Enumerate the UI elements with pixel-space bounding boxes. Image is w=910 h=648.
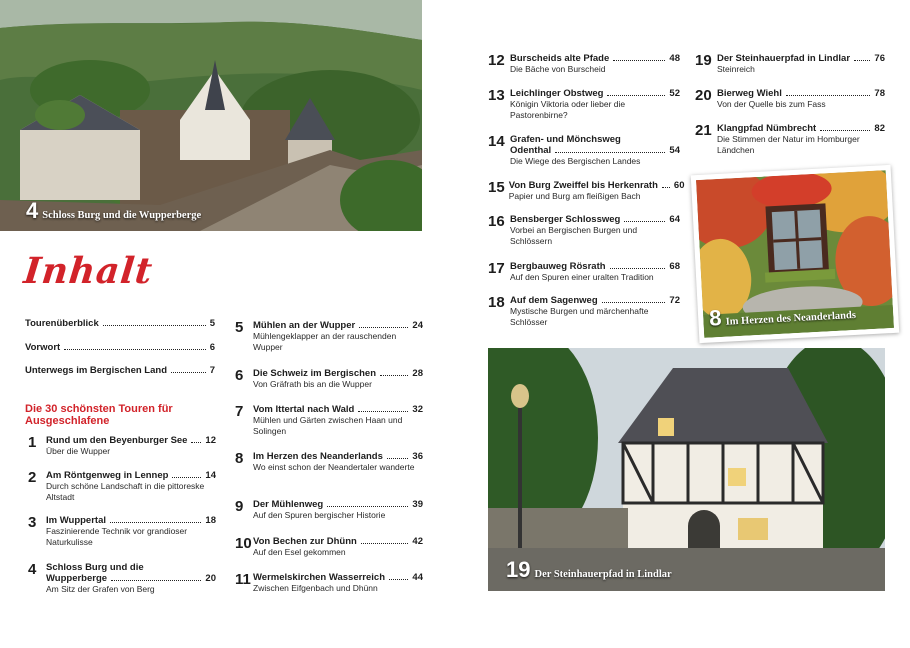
toc-entry[interactable]	[488, 214, 680, 247]
tour-page: 18	[205, 515, 216, 526]
entry-title: Vorwort	[25, 342, 61, 353]
tour-number: 10	[235, 535, 252, 552]
tour-subtitle: Wo einst schon der Neandertaler wanderte	[253, 462, 415, 472]
tour-number: 12	[488, 52, 505, 69]
entry-title: Tourenüberblick	[25, 318, 99, 329]
tour-number: 8	[235, 450, 244, 467]
toc-entry[interactable]	[235, 451, 423, 473]
tour-page: 54	[669, 145, 680, 156]
tour-subtitle: Durch schöne Landschaft in die pittoreske Altstadt	[46, 481, 205, 502]
toc-entry[interactable]	[28, 435, 216, 457]
section-heading: Die 30 schönsten Touren für Ausgeschlafene	[25, 403, 173, 427]
toc-entry[interactable]	[488, 88, 680, 121]
tour-subtitle: Mühlengeklapper an der rauschenden Wupper	[253, 331, 397, 352]
toc-entry[interactable]	[695, 53, 885, 75]
entry-page: 7	[209, 365, 215, 376]
photo-steinhauerpfad	[488, 348, 885, 591]
tour-subtitle: Von Gräfrath bis an die Wupper	[253, 379, 372, 389]
tour-subtitle: Die Stimmen der Natur im Homburger Ländchen	[717, 134, 860, 155]
tour-page: 42	[412, 536, 423, 547]
toc-entry[interactable]	[28, 470, 216, 503]
toc-entry[interactable]	[488, 261, 680, 283]
tour-subtitle: Auf den Spuren einer uralten Tradition	[510, 272, 654, 282]
tour-page: 82	[874, 123, 885, 134]
toc-intro-entry[interactable]	[25, 365, 215, 376]
tour-number: 18	[488, 294, 505, 311]
tour-title-cont: Odenthal	[510, 145, 552, 156]
caption-number: 19	[506, 557, 531, 582]
tour-subtitle: Vorbei an Bergischen Burgen und Schlössern	[510, 225, 638, 246]
tour-number: 11	[235, 571, 251, 588]
toc-entry[interactable]	[235, 499, 423, 521]
tour-title: Leichlinger Obstweg	[510, 88, 604, 99]
toc-entry[interactable]	[695, 123, 885, 156]
toc-entry[interactable]	[488, 53, 680, 75]
tour-page: 48	[669, 53, 680, 64]
toc-intro-entry[interactable]	[25, 342, 215, 353]
tour-subtitle: Am Sitz der Grafen von Berg	[46, 584, 155, 594]
tour-number: 16	[488, 213, 505, 230]
tour-number: 13	[488, 87, 505, 104]
tour-number: 1	[28, 434, 37, 451]
tour-title: Schloss Burg und die	[46, 562, 144, 573]
tour-title: Mühlen an der Wupper	[253, 320, 356, 331]
tour-title: Bergbauweg Rösrath	[510, 261, 606, 272]
tour-page: 78	[874, 88, 885, 99]
tour-page: 36	[412, 451, 423, 462]
photo-caption	[26, 198, 201, 224]
tour-subtitle: Über die Wupper	[46, 446, 111, 456]
tour-title: Von Bechen zur Dhünn	[253, 536, 357, 547]
tour-number: 19	[695, 52, 712, 69]
tour-title: Bierweg Wiehl	[717, 88, 782, 99]
tour-number: 17	[488, 260, 505, 277]
toc-entry[interactable]	[28, 515, 216, 548]
toc-entry[interactable]	[235, 404, 423, 437]
tour-subtitle: Mystische Burgen und märchenhafte Schlösser	[510, 306, 649, 327]
tour-title: Auf dem Sagenweg	[510, 295, 598, 306]
tour-number: 20	[695, 87, 712, 104]
half-timbered-house-image	[488, 348, 885, 591]
tour-number: 6	[235, 367, 244, 384]
tour-number: 14	[488, 133, 505, 150]
toc-entry[interactable]	[488, 179, 685, 202]
tour-title: Burscheids alte Pfade	[510, 53, 610, 64]
tour-subtitle: Auf den Spuren bergischer Historie	[253, 510, 386, 520]
entry-title: Unterwegs im Bergischen Land	[25, 365, 168, 376]
tour-title: Im Herzen des Neanderlands	[253, 451, 383, 462]
tour-page: 52	[669, 88, 680, 99]
toc-entry[interactable]	[235, 536, 423, 558]
caption-number: 8	[708, 304, 723, 331]
tour-number: 15	[488, 179, 505, 196]
tour-subtitle: Die Bäche von Burscheid	[510, 64, 606, 74]
tour-subtitle: Von der Quelle bis zum Fass	[717, 99, 826, 109]
tour-page: 60	[673, 180, 685, 191]
tour-title: Grafen- und Mönchsweg	[510, 134, 621, 145]
tour-title: Bensberger Schlossweg	[510, 214, 621, 225]
tour-title-cont: Wupperberge	[46, 573, 108, 584]
tour-page: 39	[412, 499, 423, 510]
tour-page: 68	[669, 261, 680, 272]
tour-page: 44	[412, 572, 423, 583]
tour-number: 7	[235, 403, 244, 420]
tour-number: 5	[235, 319, 244, 336]
tour-page: 20	[205, 573, 216, 584]
entry-page: 6	[209, 342, 215, 353]
tour-page: 32	[412, 404, 423, 415]
toc-entry[interactable]	[235, 368, 423, 390]
toc-entry[interactable]	[695, 88, 885, 110]
caption-text: Schloss Burg und die Wupperberge	[42, 210, 202, 221]
caption-number: 4	[26, 198, 39, 223]
tour-title: Die Schweiz im Bergischen	[253, 368, 377, 379]
tour-page: 72	[669, 295, 680, 306]
toc-entry[interactable]	[235, 320, 423, 353]
photo-schloss-burg	[0, 0, 422, 231]
page-title: Inhalt	[21, 250, 156, 292]
tour-title: Am Röntgenweg in Lennep	[46, 470, 169, 481]
caption-text: Im Herzen des Neanderlands	[725, 309, 857, 328]
photo-neanderland	[691, 165, 900, 343]
tour-subtitle: Königin Viktoria oder lieber die Pastorenbirne?	[510, 99, 626, 120]
tour-number: 4	[28, 561, 37, 578]
tour-title: Klangpfad Nümbrecht	[717, 123, 817, 134]
tour-title: Der Mühlenweg	[253, 499, 324, 510]
toc-entry[interactable]	[235, 572, 423, 594]
tour-title: Der Steinhauerpfad in Lindlar	[717, 53, 851, 64]
tour-subtitle: Papier und Burg am fleißigen Bach	[508, 191, 641, 201]
tour-subtitle: Faszinierende Technik vor grandioser Naturkulisse	[46, 526, 188, 547]
tour-number: 3	[28, 514, 37, 531]
tour-subtitle: Mühlen und Gärten zwischen Haan und Solingen	[253, 415, 403, 436]
tour-title: Rund um den Beyenburger See	[46, 435, 188, 446]
castle-landscape-image	[0, 0, 422, 231]
tour-subtitle: Auf den Esel gekommen	[253, 547, 346, 557]
toc-entry[interactable]	[488, 295, 680, 328]
tour-subtitle: Zwischen Eifgenbach und Dhünn	[253, 583, 378, 593]
tour-page: 64	[669, 214, 680, 225]
tour-title: Von Burg Zweiffel bis Herkenrath	[508, 180, 658, 191]
tour-page: 76	[874, 53, 885, 64]
toc-entry[interactable]	[28, 562, 216, 595]
tour-subtitle: Die Wiege des Bergischen Landes	[510, 156, 641, 166]
tour-page: 14	[205, 470, 216, 481]
entry-page: 5	[209, 318, 215, 329]
tour-number: 21	[695, 122, 712, 139]
tour-title: Im Wuppertal	[46, 515, 106, 526]
photo-caption	[506, 557, 672, 583]
toc-intro-entry[interactable]	[25, 318, 215, 329]
tour-page: 24	[412, 320, 423, 331]
tour-page: 28	[412, 368, 423, 379]
tour-page: 12	[205, 435, 216, 446]
tour-title: Wermelskirchen Wasserreich	[253, 572, 386, 583]
toc-entry[interactable]	[488, 134, 680, 167]
caption-text: Der Steinhauerpfad in Lindlar	[534, 569, 672, 580]
tour-subtitle: Steinreich	[717, 64, 755, 74]
tour-number: 9	[235, 498, 244, 515]
tour-title: Vom Ittertal nach Wald	[253, 404, 355, 415]
tour-number: 2	[28, 469, 37, 486]
